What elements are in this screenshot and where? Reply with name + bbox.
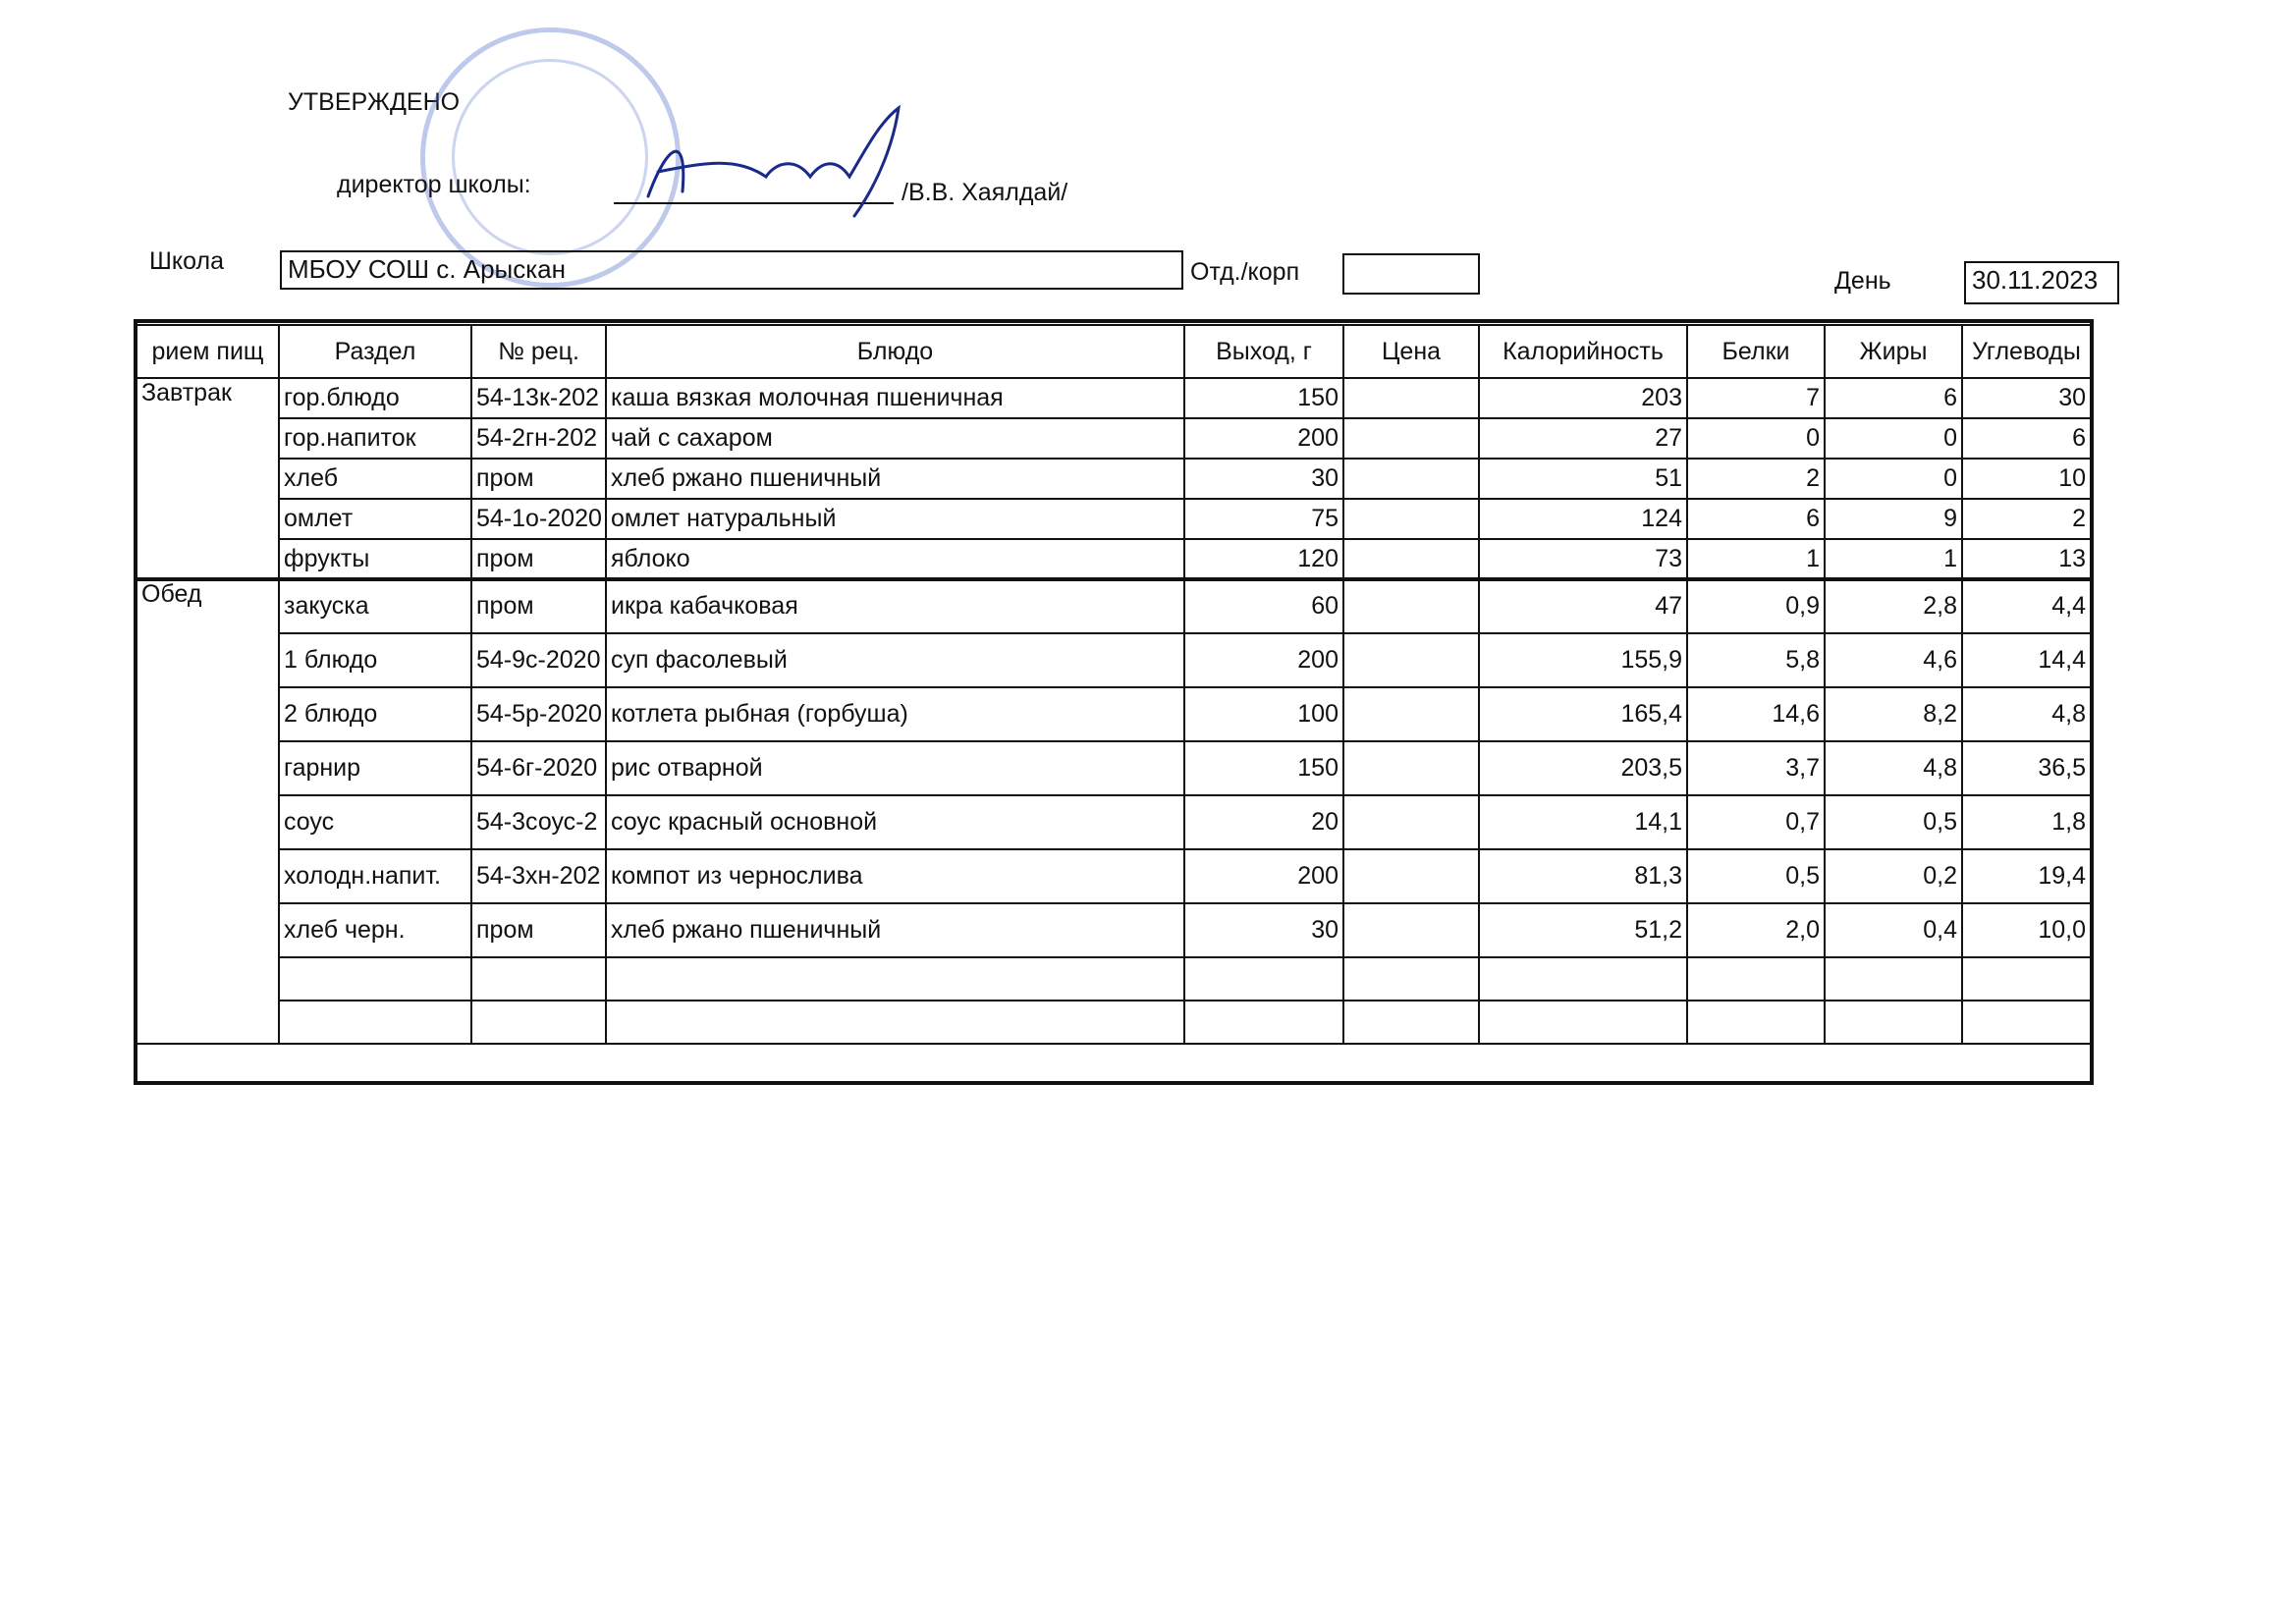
cell-section: соус	[279, 795, 471, 849]
cell-protein: 0,5	[1687, 849, 1825, 903]
cell-carbs: 6	[1962, 418, 2091, 459]
cell-dish: хлеб ржано пшеничный	[606, 903, 1184, 957]
cell-recipe: 54-2гн-202	[471, 418, 606, 459]
col-fat: Жиры	[1825, 325, 1962, 378]
cell-output: 150	[1184, 741, 1343, 795]
meal-separator	[136, 577, 2092, 581]
cell-protein: 0	[1687, 418, 1825, 459]
meal-lunch: Обед	[137, 579, 279, 1044]
cell-kcal: 155,9	[1479, 633, 1687, 687]
cell-dish: хлеб ржано пшеничный	[606, 459, 1184, 499]
cell-output: 200	[1184, 633, 1343, 687]
cell-kcal: 51,2	[1479, 903, 1687, 957]
cell-section: гор.блюдо	[279, 378, 471, 418]
cell-dish: соус красный основной	[606, 795, 1184, 849]
cell-output: 150	[1184, 378, 1343, 418]
cell-carbs: 36,5	[1962, 741, 2091, 795]
cell-output: 120	[1184, 539, 1343, 579]
cell-kcal: 73	[1479, 539, 1687, 579]
cell-output: 75	[1184, 499, 1343, 539]
cell-kcal: 47	[1479, 579, 1687, 633]
cell-carbs: 13	[1962, 539, 2091, 579]
cell-carbs: 14,4	[1962, 633, 2091, 687]
cell-section: закуска	[279, 579, 471, 633]
col-kcal: Калорийность	[1479, 325, 1687, 378]
cell-price	[1343, 903, 1479, 957]
col-dish: Блюдо	[606, 325, 1184, 378]
cell-protein: 7	[1687, 378, 1825, 418]
day-label: День	[1834, 267, 1891, 295]
cell-kcal: 27	[1479, 418, 1687, 459]
cell-fat: 4,6	[1825, 633, 1962, 687]
table-row-empty	[137, 1001, 2091, 1044]
cell-carbs: 1,8	[1962, 795, 2091, 849]
table-row	[137, 849, 2091, 903]
cell-recipe: 54-3соус-2	[471, 795, 606, 849]
cell-carbs: 10,0	[1962, 903, 2091, 957]
cell-recipe: пром	[471, 459, 606, 499]
cell-protein: 0,9	[1687, 579, 1825, 633]
table-row	[137, 903, 2091, 957]
table-header-row	[137, 325, 2091, 378]
school-label: Школа	[149, 247, 224, 275]
cell-dish: компот из чернослива	[606, 849, 1184, 903]
col-carbs: Углеводы	[1962, 325, 2091, 378]
cell-section: хлеб	[279, 459, 471, 499]
cell-protein: 2,0	[1687, 903, 1825, 957]
cell-fat: 0	[1825, 459, 1962, 499]
cell-recipe: 54-1о-2020	[471, 499, 606, 539]
table-row	[137, 795, 2091, 849]
cell-output: 30	[1184, 903, 1343, 957]
table-row	[137, 687, 2091, 741]
table-row	[137, 579, 2091, 633]
cell-price	[1343, 687, 1479, 741]
cell-section: 2 блюдо	[279, 687, 471, 741]
cell-recipe: пром	[471, 579, 606, 633]
cell-price	[1343, 499, 1479, 539]
cell-price	[1343, 418, 1479, 459]
col-recipe: № рец.	[471, 325, 606, 378]
cell-protein: 1	[1687, 539, 1825, 579]
cell-section: омлет	[279, 499, 471, 539]
table-row-empty	[137, 957, 2091, 1001]
cell-section: фрукты	[279, 539, 471, 579]
cell-kcal: 124	[1479, 499, 1687, 539]
cell-dish: чай с сахаром	[606, 418, 1184, 459]
cell-kcal: 203	[1479, 378, 1687, 418]
cell-fat: 2,8	[1825, 579, 1962, 633]
cell-protein: 14,6	[1687, 687, 1825, 741]
cell-price	[1343, 579, 1479, 633]
cell-recipe: 54-3хн-202	[471, 849, 606, 903]
approved-label: УТВЕРЖДЕНО	[288, 88, 461, 116]
cell-fat: 0	[1825, 418, 1962, 459]
col-output: Выход, г	[1184, 325, 1343, 378]
cell-output: 200	[1184, 418, 1343, 459]
cell-price	[1343, 633, 1479, 687]
table-row	[137, 459, 2091, 499]
cell-dish: каша вязкая молочная пшеничная	[606, 378, 1184, 418]
cell-price	[1343, 849, 1479, 903]
signature-icon	[628, 103, 923, 221]
school-field[interactable]: МБОУ СОШ с. Арыскан	[280, 250, 1183, 290]
cell-carbs: 2	[1962, 499, 2091, 539]
director-label: директор школы:	[337, 171, 531, 198]
cell-dish: яблоко	[606, 539, 1184, 579]
cell-recipe: 54-5р-2020	[471, 687, 606, 741]
cell-output: 200	[1184, 849, 1343, 903]
col-price: Цена	[1343, 325, 1479, 378]
cell-price	[1343, 795, 1479, 849]
cell-price	[1343, 459, 1479, 499]
col-protein: Белки	[1687, 325, 1825, 378]
cell-fat: 1	[1825, 539, 1962, 579]
cell-section: гарнир	[279, 741, 471, 795]
table-row	[137, 499, 2091, 539]
cell-protein: 3,7	[1687, 741, 1825, 795]
menu-table	[136, 324, 2092, 1045]
cell-price	[1343, 378, 1479, 418]
cell-fat: 0,4	[1825, 903, 1962, 957]
table-row	[137, 418, 2091, 459]
cell-output: 30	[1184, 459, 1343, 499]
cell-fat: 0,5	[1825, 795, 1962, 849]
cell-carbs: 4,4	[1962, 579, 2091, 633]
dept-label: Отд./корп	[1190, 258, 1300, 286]
cell-fat: 6	[1825, 378, 1962, 418]
cell-recipe: 54-13к-202	[471, 378, 606, 418]
cell-fat: 4,8	[1825, 741, 1962, 795]
cell-section: 1 блюдо	[279, 633, 471, 687]
cell-kcal: 14,1	[1479, 795, 1687, 849]
cell-dish: икра кабачковая	[606, 579, 1184, 633]
cell-carbs: 19,4	[1962, 849, 2091, 903]
day-field[interactable]: 30.11.2023	[1964, 261, 2119, 304]
table-row	[137, 539, 2091, 579]
table-row	[137, 378, 2091, 418]
cell-price	[1343, 741, 1479, 795]
cell-fat: 0,2	[1825, 849, 1962, 903]
cell-recipe: пром	[471, 903, 606, 957]
cell-output: 100	[1184, 687, 1343, 741]
cell-kcal: 81,3	[1479, 849, 1687, 903]
cell-fat: 8,2	[1825, 687, 1962, 741]
cell-protein: 2	[1687, 459, 1825, 499]
cell-kcal: 51	[1479, 459, 1687, 499]
cell-protein: 5,8	[1687, 633, 1825, 687]
cell-protein: 0,7	[1687, 795, 1825, 849]
cell-fat: 9	[1825, 499, 1962, 539]
cell-carbs: 10	[1962, 459, 2091, 499]
cell-carbs: 30	[1962, 378, 2091, 418]
cell-dish: рис отварной	[606, 741, 1184, 795]
cell-section: холодн.напит.	[279, 849, 471, 903]
cell-kcal: 203,5	[1479, 741, 1687, 795]
cell-section: хлеб черн.	[279, 903, 471, 957]
cell-price	[1343, 539, 1479, 579]
director-name: /В.В. Хаялдай/	[902, 179, 1068, 206]
table-row	[137, 741, 2091, 795]
table-row	[137, 633, 2091, 687]
cell-dish: котлета рыбная (горбуша)	[606, 687, 1184, 741]
cell-carbs: 4,8	[1962, 687, 2091, 741]
cell-dish: суп фасолевый	[606, 633, 1184, 687]
cell-recipe: пром	[471, 539, 606, 579]
meal-breakfast: Завтрак	[137, 378, 279, 579]
cell-kcal: 165,4	[1479, 687, 1687, 741]
cell-recipe: 54-9с-2020	[471, 633, 606, 687]
cell-output: 60	[1184, 579, 1343, 633]
cell-recipe: 54-6г-2020	[471, 741, 606, 795]
col-section: Раздел	[279, 325, 471, 378]
cell-protein: 6	[1687, 499, 1825, 539]
col-meal: рием пищ	[137, 325, 279, 378]
dept-field[interactable]	[1342, 253, 1480, 295]
stamp-inner-ring	[452, 59, 648, 255]
cell-section: гор.напиток	[279, 418, 471, 459]
cell-output: 20	[1184, 795, 1343, 849]
cell-dish: омлет натуральный	[606, 499, 1184, 539]
